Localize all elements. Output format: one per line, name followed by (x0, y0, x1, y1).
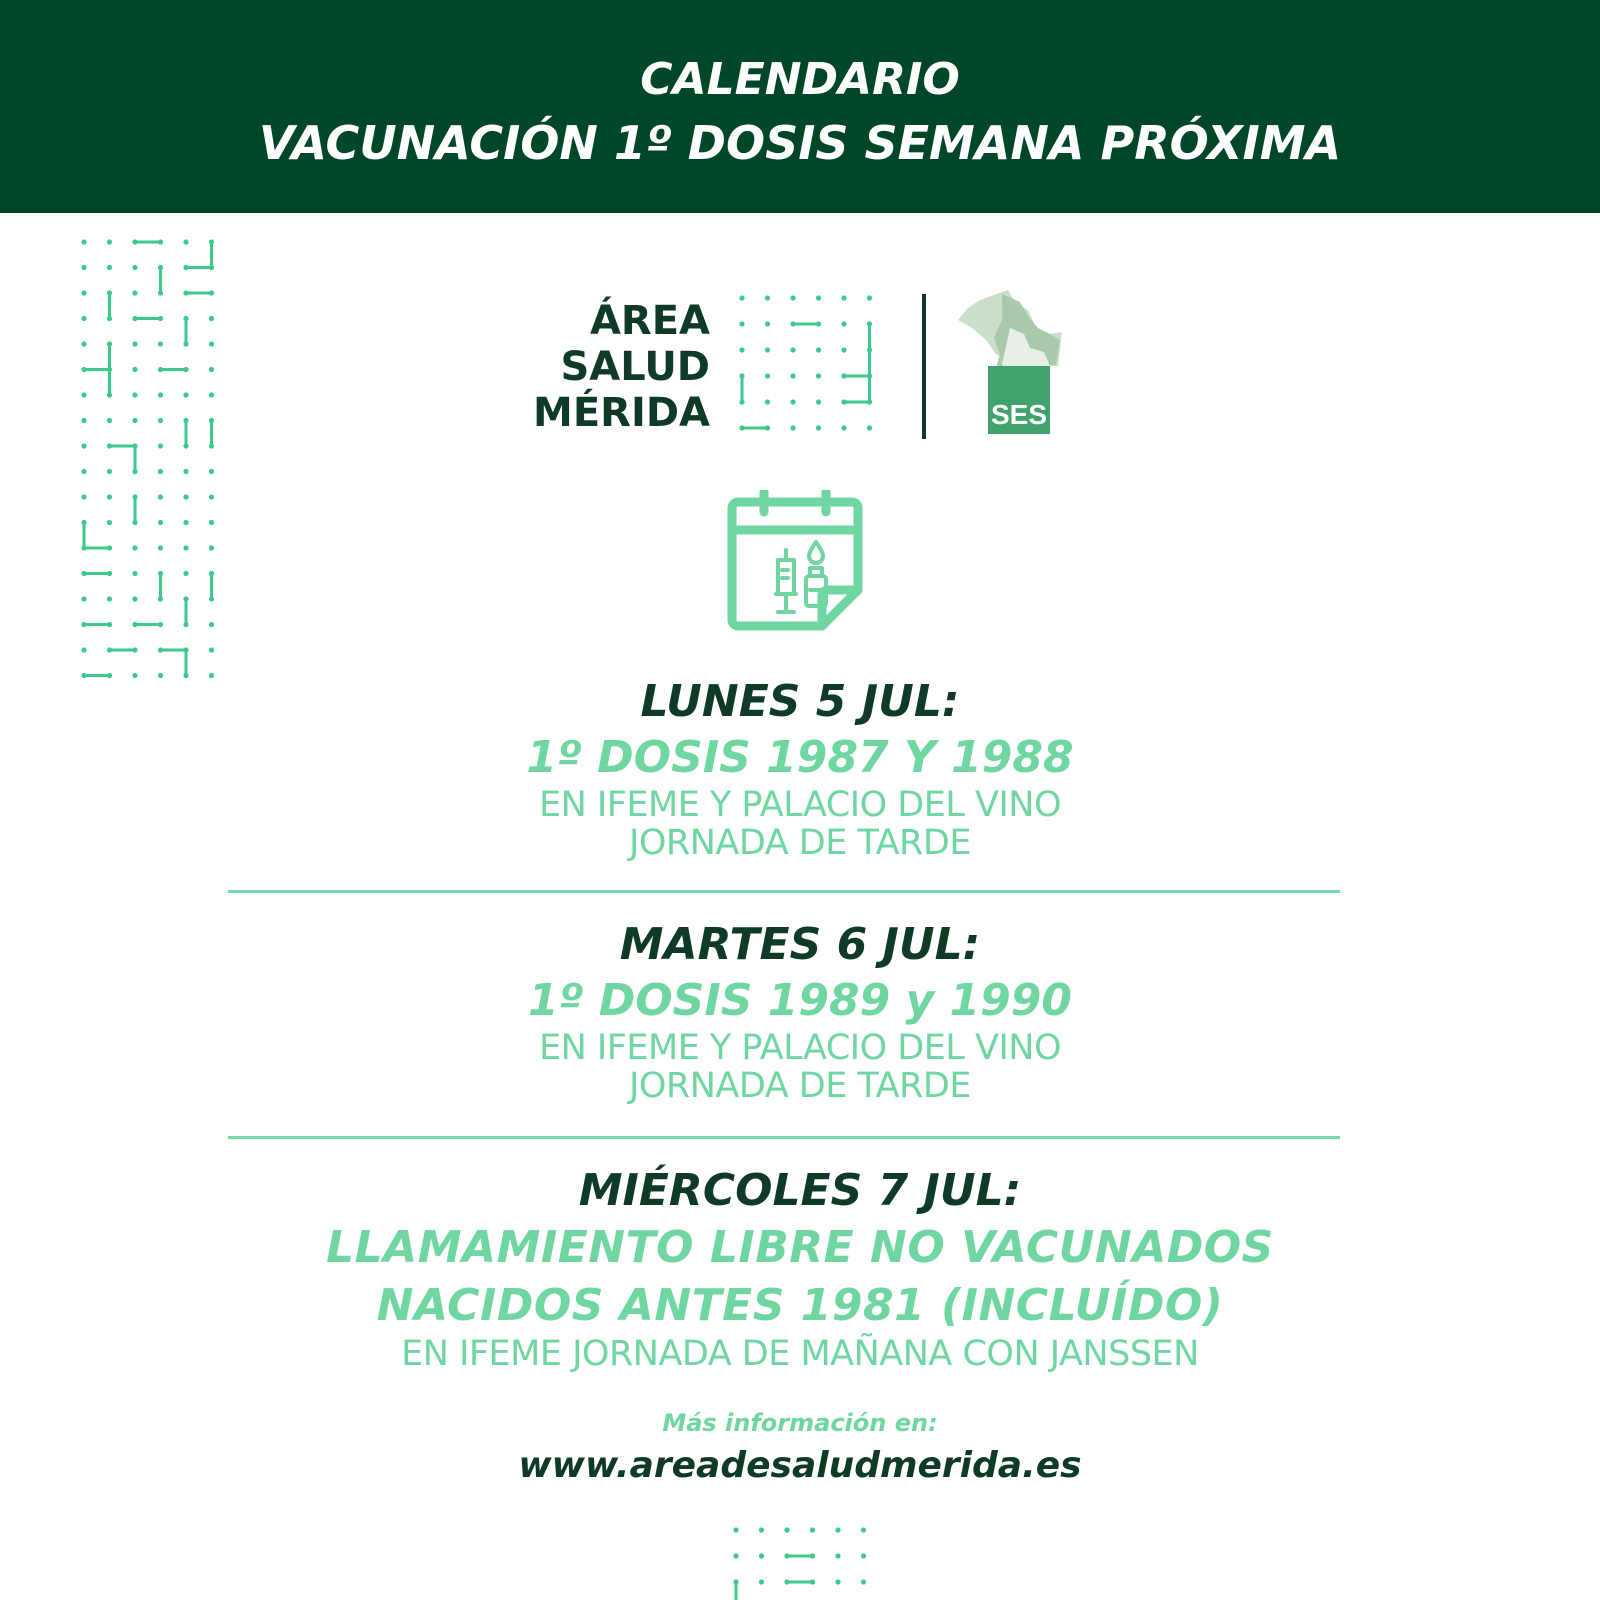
dose-line: NACIDOS ANTES 1981 (INCLUÍDO) (376, 1280, 1224, 1331)
schedule-wednesday (0, 1163, 1600, 1373)
more-info-label: Más información en: (662, 1409, 938, 1437)
ses-label: SES (990, 399, 1048, 430)
shift-line: JORNADA DE TARDE (629, 823, 971, 863)
logo-dot-pattern-icon (736, 292, 876, 436)
day-label: MIÉRCOLES 7 JUL: (578, 1165, 1022, 1216)
ses-logo-icon (950, 288, 1070, 438)
website-link[interactable]: www.areadesaludmerida.es (518, 1445, 1082, 1486)
dose-label: 1º DOSIS 1989 y 1990 (528, 975, 1072, 1026)
separator (228, 1136, 1340, 1139)
logo-divider (922, 294, 926, 439)
logo-line-merida: MÉRIDA (533, 390, 710, 436)
dose-label: 1º DOSIS 1987 Y 1988 (526, 732, 1074, 783)
header-subtitle: VACUNACIÓN 1º DOSIS SEMANA PRÓXIMA (258, 116, 1342, 170)
header-banner (0, 0, 1600, 213)
area-salud-merida-logo (500, 298, 710, 436)
logo-line-area: ÁREA (589, 298, 710, 344)
place-line: EN IFEME Y PALACIO DEL VINO (539, 785, 1061, 825)
calendar-vaccine-icon (724, 490, 872, 642)
place-line: EN IFEME JORNADA DE MAÑANA CON JANSSEN (401, 1334, 1199, 1374)
separator (228, 890, 1340, 893)
day-label: LUNES 5 JUL: (640, 676, 960, 727)
dot-pattern-icon (78, 232, 228, 680)
shift-line: JORNADA DE TARDE (629, 1066, 971, 1106)
logo-line-salud: SALUD (560, 344, 710, 390)
bottom-dot-pattern-icon (730, 1516, 870, 1600)
dose-line: LLAMAMIENTO LIBRE NO VACUNADOS (326, 1222, 1274, 1273)
header-title: CALENDARIO (640, 54, 960, 105)
place-line: EN IFEME Y PALACIO DEL VINO (539, 1028, 1061, 1068)
schedule-tuesday (0, 917, 1600, 1105)
day-label: MARTES 6 JUL: (619, 919, 981, 970)
schedule-monday (0, 674, 1600, 862)
